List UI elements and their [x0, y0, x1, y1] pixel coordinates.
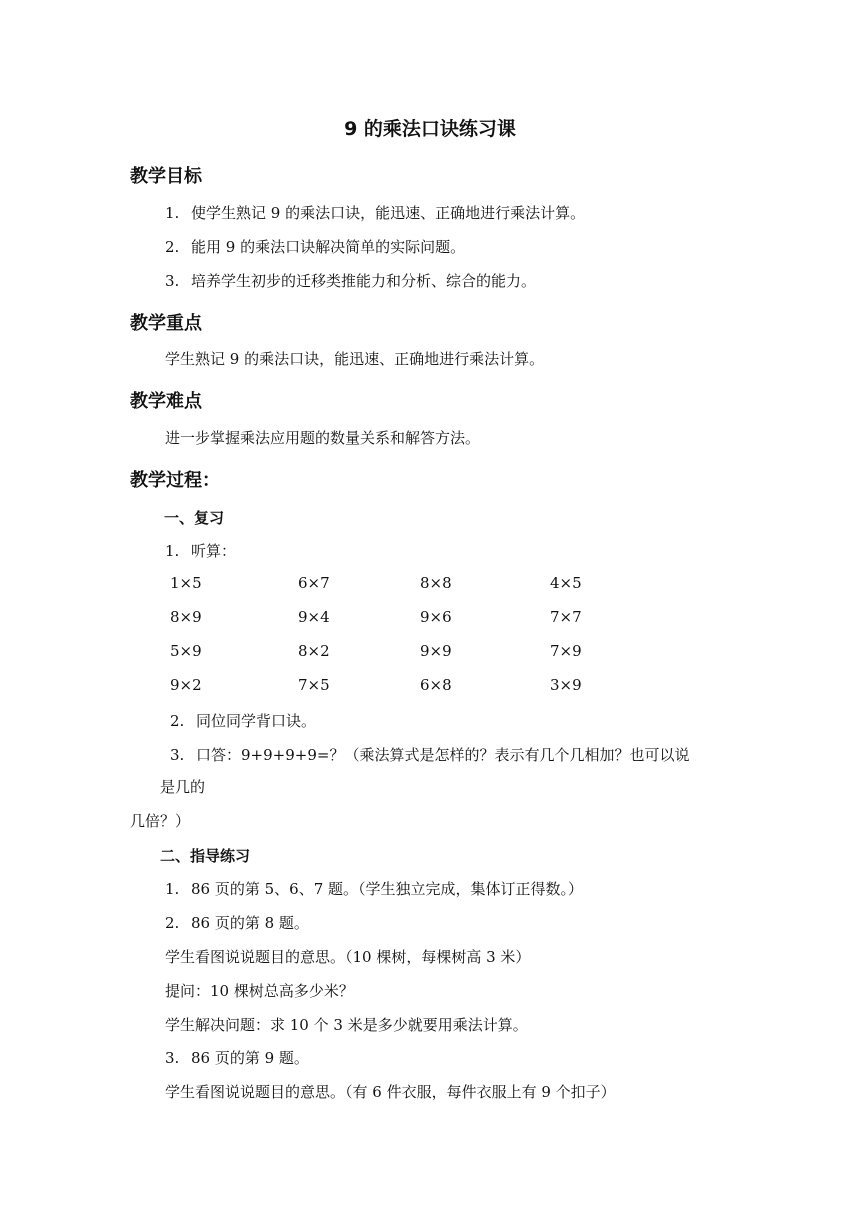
guided-practice-heading: 二、指导练习 [160, 847, 251, 865]
difficulties-heading: 教学难点 [130, 391, 202, 412]
guided-item-3 [165, 1047, 309, 1068]
objective-number: 2. [165, 238, 180, 256]
objective-number: 3. [165, 272, 180, 290]
guided-line: 提问：10 棵树总高多少米？ [165, 982, 354, 1000]
objectives-heading: 教学目标 [130, 166, 202, 187]
math-cell: 9×9 [420, 642, 452, 660]
review-item-3-continuation: 几倍？） [130, 812, 191, 830]
guided-text: 86 页的第 9 题。 [191, 1049, 309, 1067]
objective-item-2 [165, 236, 465, 257]
review-item-2 [170, 710, 316, 731]
review-item-3 [170, 744, 689, 765]
math-cell: 8×9 [170, 608, 202, 626]
key-points-text: 学生熟记 9 的乘法口诀，能迅速、正确地进行乘法计算。 [165, 350, 545, 368]
guided-line: 学生看图说说题目的意思。（有 6 件衣服，每件衣服上有 9 个扣子） [165, 1083, 616, 1101]
math-cell: 4×5 [550, 574, 582, 592]
math-cell: 7×7 [550, 608, 582, 626]
guided-number: 1. [165, 880, 180, 898]
math-cell: 3×9 [550, 676, 582, 694]
review-number: 3. [170, 746, 185, 764]
review-heading: 一、复习 [164, 509, 225, 527]
guided-text: 86 页的第 5、6、7 题。（学生独立完成，集体订正得数。） [191, 880, 584, 898]
guided-item-2 [165, 912, 309, 933]
review-item-3-continuation: 是几的 [160, 778, 206, 796]
key-points-heading: 教学重点 [130, 313, 202, 334]
math-cell: 7×5 [298, 676, 330, 694]
guided-number: 2. [165, 914, 180, 932]
review-number: 1. [165, 542, 180, 560]
guided-line: 学生解决问题：求 10 个 3 米是多少就要用乘法计算。 [165, 1016, 528, 1034]
objective-text: 能用 9 的乘法口诀解决简单的实际问题。 [191, 238, 466, 256]
math-cell: 1×5 [170, 574, 202, 592]
objective-item-3 [165, 270, 536, 291]
objective-number: 1. [165, 204, 180, 222]
objective-text: 培养学生初步的迁移类推能力和分析、综合的能力。 [191, 272, 537, 290]
math-cell: 6×7 [298, 574, 330, 592]
math-cell: 9×6 [420, 608, 452, 626]
review-text: 同位同学背口诀。 [196, 712, 317, 730]
document-title: 9 的乘法口诀练习课 [344, 118, 516, 140]
guided-text: 86 页的第 8 题。 [191, 914, 309, 932]
review-item-1 [165, 540, 236, 561]
math-cell: 9×2 [170, 676, 202, 694]
objective-text: 使学生熟记 9 的乘法口诀，能迅速、正确地进行乘法计算。 [191, 204, 586, 222]
difficulties-text: 进一步掌握乘法应用题的数量关系和解答方法。 [165, 429, 481, 447]
math-cell: 8×2 [298, 642, 330, 660]
guided-line: 学生看图说说题目的意思。（10 棵树，每棵树高 3 米） [165, 948, 531, 966]
math-cell: 6×8 [420, 676, 452, 694]
math-cell: 5×9 [170, 642, 202, 660]
review-text: 口答：9+9+9+9=？（乘法算式是怎样的？表示有几个几相加？也可以说 [196, 746, 690, 764]
math-cell: 8×8 [420, 574, 452, 592]
guided-item-1 [165, 878, 583, 899]
math-cell: 7×9 [550, 642, 582, 660]
math-cell: 9×4 [298, 608, 330, 626]
objective-item-1 [165, 202, 585, 223]
review-text: 听算： [191, 542, 237, 560]
review-number: 2. [170, 712, 185, 730]
process-heading: 教学过程： [130, 470, 220, 491]
guided-number: 3. [165, 1049, 180, 1067]
